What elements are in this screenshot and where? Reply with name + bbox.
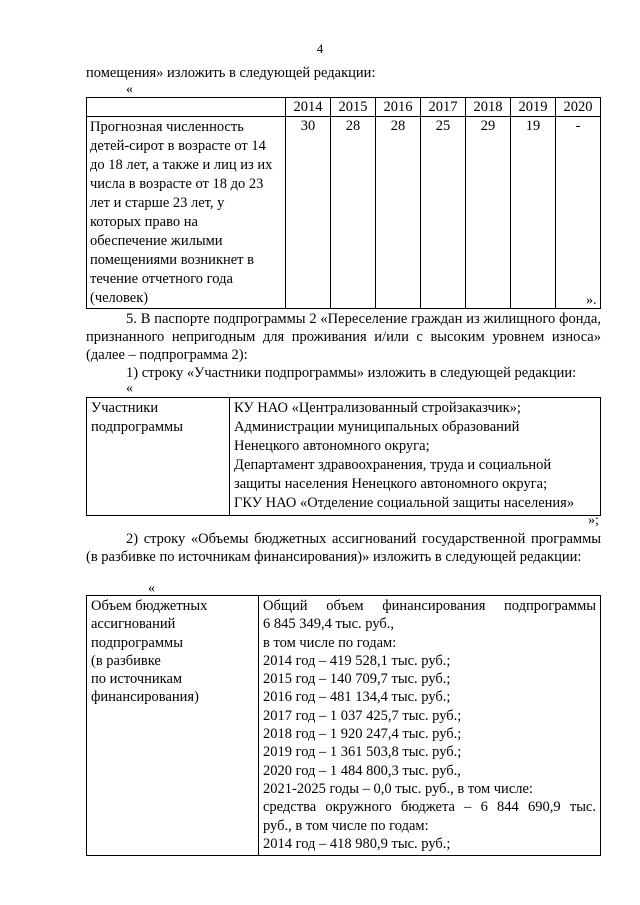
participants-table <box>86 397 601 516</box>
participants-row <box>87 398 601 516</box>
value-line: Администрации муниципальных образований <box>234 419 520 435</box>
row-label-line: течение отчетного года <box>90 271 233 287</box>
close-quote-1: ». <box>586 293 597 308</box>
row-label-line: лет и старше 23 лет, у <box>90 195 225 211</box>
value-line: защиты населения Ненецкого автономного округа; <box>234 476 548 492</box>
forecast-table <box>86 97 601 309</box>
year-2016: 2016 <box>376 98 421 117</box>
value-line: 2017 год – 1 037 425,7 тыс. руб.; <box>263 707 462 724</box>
item-2: 2) строку «Объемы бюджетных ассигнований государственной программы (в разбивке по источникам финансирования)» изложить в следующей редакции: <box>86 531 601 565</box>
value-line: Ненецкого автономного округа; <box>234 438 430 454</box>
year-2019: 2019 <box>511 98 556 117</box>
open-quote-1: « <box>126 82 133 97</box>
page-number: 4 <box>316 41 324 56</box>
close-quote-2: »; <box>588 513 599 528</box>
value-2018: 29 <box>466 117 511 309</box>
header-empty-cell <box>87 98 286 117</box>
row-label-line: обеспечение жилыми <box>90 233 223 249</box>
year-2017: 2017 <box>421 98 466 117</box>
row-label-line: Прогнозная численность <box>90 119 244 135</box>
participants-label <box>87 398 230 516</box>
row-label-line: помещениями возникнет в <box>90 252 254 268</box>
value-line: ГКУ НАО «Отделение социальной защиты населения» <box>234 495 575 511</box>
value-2020: - <box>556 117 601 309</box>
value-line: КУ НАО «Централизованный стройзаказчик»; <box>234 400 521 416</box>
label-line: Участники <box>91 400 159 416</box>
budget-table <box>86 595 601 856</box>
budget-value <box>259 596 601 856</box>
label-line: подпрограммы <box>91 419 183 435</box>
forecast-table-data-row <box>87 117 601 309</box>
value-line: 2020 год – 1 484 800,3 тыс. руб., <box>263 762 461 779</box>
value-line: в том числе по годам: <box>263 634 397 651</box>
value-2016: 28 <box>376 117 421 309</box>
label-line: финансирования) <box>91 689 199 706</box>
value-line: Департамент здравоохранения, труда и социальной <box>234 457 552 473</box>
row-label-line: которых право на <box>90 214 198 230</box>
budget-label <box>87 596 259 856</box>
value-line: средства окружного бюджета – 6 844 690,9 тыс. <box>263 799 596 816</box>
label-line: подпрограммы <box>91 634 183 651</box>
paragraph-5: 5. В паспорте подпрограммы 2 «Переселение граждан из жилищного фонда, признанного непригодным для проживания и/или с высоким уровнем износа» (далее – подпрограмма 2): <box>86 311 601 363</box>
forecast-table-header-row <box>87 98 601 117</box>
open-quote-3: « <box>148 581 155 596</box>
value-line: руб., в том числе по годам: <box>263 817 429 834</box>
value-line: 2014 год – 418 980,9 тыс. руб.; <box>263 835 451 852</box>
value-line: 2018 год – 1 920 247,4 тыс. руб.; <box>263 726 462 743</box>
value-2015: 28 <box>331 117 376 309</box>
year-2020: 2020 <box>556 98 601 117</box>
value-line: 2021-2025 годы – 0,0 тыс. руб., в том числе: <box>263 780 533 797</box>
row-label <box>87 117 286 309</box>
value-line: 2015 год – 140 709,7 тыс. руб.; <box>263 671 451 688</box>
row-label-line: до 18 лет, а также и лиц из их <box>90 157 273 173</box>
value-line: 2016 год – 481 134,4 тыс. руб.; <box>263 689 451 706</box>
row-label-line: (человек) <box>90 290 149 306</box>
budget-row <box>87 596 601 856</box>
label-line: ассигнований <box>91 616 176 633</box>
item-1: 1) строку «Участники подпрограммы» изложить в следующей редакции: <box>126 365 577 381</box>
open-quote-2: « <box>126 381 133 396</box>
value-line: 6 845 349,4 тыс. руб., <box>263 616 395 633</box>
participants-value <box>230 398 601 516</box>
value-2014: 30 <box>286 117 331 309</box>
value-line: 2019 год – 1 361 503,8 тыс. руб.; <box>263 744 462 761</box>
year-2015: 2015 <box>331 98 376 117</box>
label-line: по источникам <box>91 671 183 688</box>
value-line: 2014 год – 419 528,1 тыс. руб.; <box>263 652 451 669</box>
value-2017: 25 <box>421 117 466 309</box>
label-line: Объем бюджетных <box>91 598 208 614</box>
year-2018: 2018 <box>466 98 511 117</box>
value-line: Общий объем финансирования подпрограммы <box>263 598 596 614</box>
row-label-line: числа в возрасте от 18 до 23 <box>90 176 264 192</box>
year-2014: 2014 <box>286 98 331 117</box>
label-line: (в разбивке <box>91 652 161 669</box>
row-label-line: детей-сирот в возрасте от 14 <box>90 138 266 154</box>
intro-line: помещения» изложить в следующей редакции: <box>86 65 376 81</box>
value-2019: 19 <box>511 117 556 309</box>
